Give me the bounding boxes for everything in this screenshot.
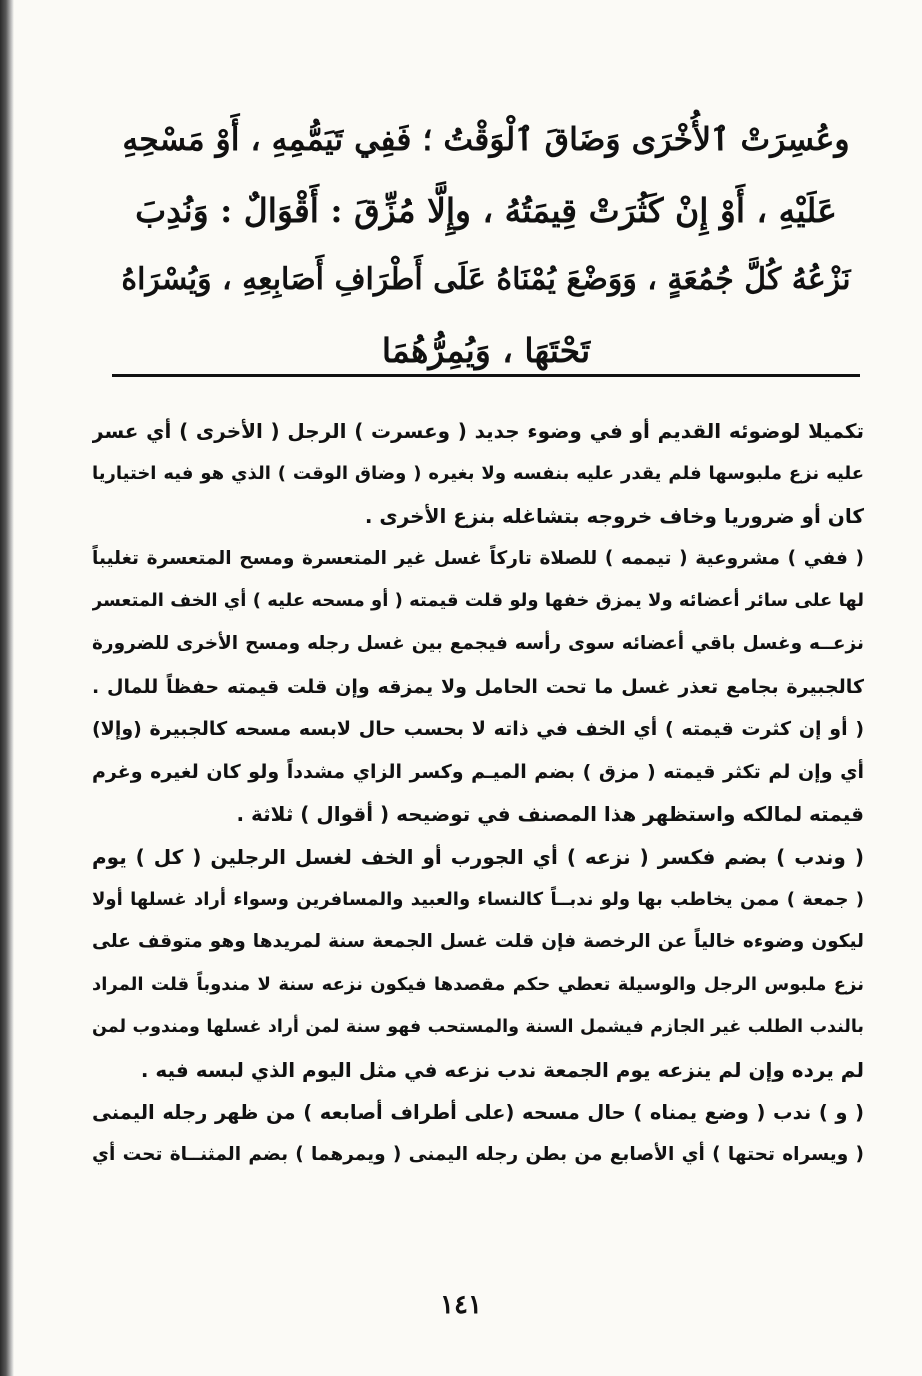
sharh-line: ( جمعة ) ممن يخاطب بها ولو ندبــاً كالنساء والعبيد والمسافرين وسواء أراد غسلها أولا [92,888,864,910]
sharh-line: نزع ملبوس الرجل والوسيلة تعطي حكم مقصدها فيكون نزعه سنة لا مندوباً قلت المراد [92,973,864,995]
sharh-line: ( أو إن كثرت قيمته ) أي الخف في ذاته لا بحسب حال لابسه مسحه كالجبيرة (وإلا) [92,718,864,741]
page-number: ١٤١ [440,1290,482,1320]
sharh-line: أي وإن لم تكثر قيمته ( مزق ) بضم الميـم وكسر الزاي مشدداً ولو كان لغيره وغرم [92,760,864,783]
sharh-line: ( ويسراه تحتها ) أي الأصابع من بطن رجله اليمنى ( ويمرهما ) بضم المثنــاة تحت أي [92,1144,864,1166]
sharh-line: ( و ) ندب ( وضع يمناه ) حال مسحه (على أطراف أصابعه ) من ظهر رجله اليمنى [92,1100,864,1124]
sharh-line: ( وندب ) بضم فكسر ( نزعه ) أي الجورب أو الخف لغسل الرجلين ( كل ) يوم [92,844,864,869]
matn-line-3: نَزْعُهُ كُلَّ جُمُعَةٍ ، وَوَضْعَ يُمْنَاهُ عَلَى أَطْرَافِ أَصَابِعِهِ ، وَيُسْرَاهُ [121,262,851,297]
sharh-line: لها على سائر أعضائه ولا يمزق خفها ولو قلت قيمته ( أو مسحه عليه ) أي الخف المتعسر [92,590,864,612]
sharh-line: نزعــه وغسل باقي أعضائه سوى رأسه فيجمع بين غسل رجله ومسح الأخرى للضرورة [92,632,864,654]
sharh-line: ( ففي ) مشروعية ( تيممه ) للصلاة تاركاً غسل غير المتعسرة ومسح المتعسرة تغليباً [92,547,864,569]
sharh-line: قيمته لمالكه واستظهر هذا المصنف في توضيحه ( أقوال ) ثلاثة . [236,802,864,827]
sharh-line: كالجبيرة بجامع تعذر غسل ما تحت الحامل ولا يمزقه وإن قلت قيمته حفظاً للمال . [92,675,864,698]
sharh-line: عليه نزع ملبوسها فلم يقدر عليه بنفسه ولا بغيره ( وضاق الوقت ) الذي هو فيه اختياريا [92,462,864,484]
sharh-line: بالندب الطلب غير الجازم فيشمل السنة والمستحب فهو سنة لمن أراد غسلها ومندوب لمن [92,1017,864,1038]
sharh-line: تكميلا لوضوئه القديم أو في وضوء جديد ( وعسرت ) الرجل ( الأخرى ) أي عسر [92,419,864,443]
matn-line-4: تَحْتَهَا ، وَيُمِرُّهُمَا [381,330,591,370]
sharh-line: كان أو ضروريا وخاف خروجه بتشاغله بنزع الأخرى . [364,504,864,529]
sharh-line: ليكون وضوءه خالياً عن الرخصة فإن قلت غسل الجمعة سنة لمريدها وهو متوقف على [92,931,864,953]
matn-line-1: وعُسِرَتْ ٱلأُخْرَى وَضَاقَ ٱلْوَقْتُ ؛ فَفِي تَيَمُّمِهِ ، أَوْ مَسْحِهِ [122,121,850,159]
sharh-line: لم يرده وإن لم ينزعه يوم الجمعة ندب نزعه في مثل اليوم الذي لبسه فيه . [140,1057,864,1082]
matn-text [120,105,852,385]
matn-line-2: عَلَيْهِ ، أَوْ إِنْ كَثُرَتْ قِيمَتُهُ ، وإِلَّا مُزِّقَ : أَقْوَالٌ : وَنُدِبَ [135,190,837,230]
sharh-commentary [92,410,864,1177]
section-divider [112,374,860,377]
